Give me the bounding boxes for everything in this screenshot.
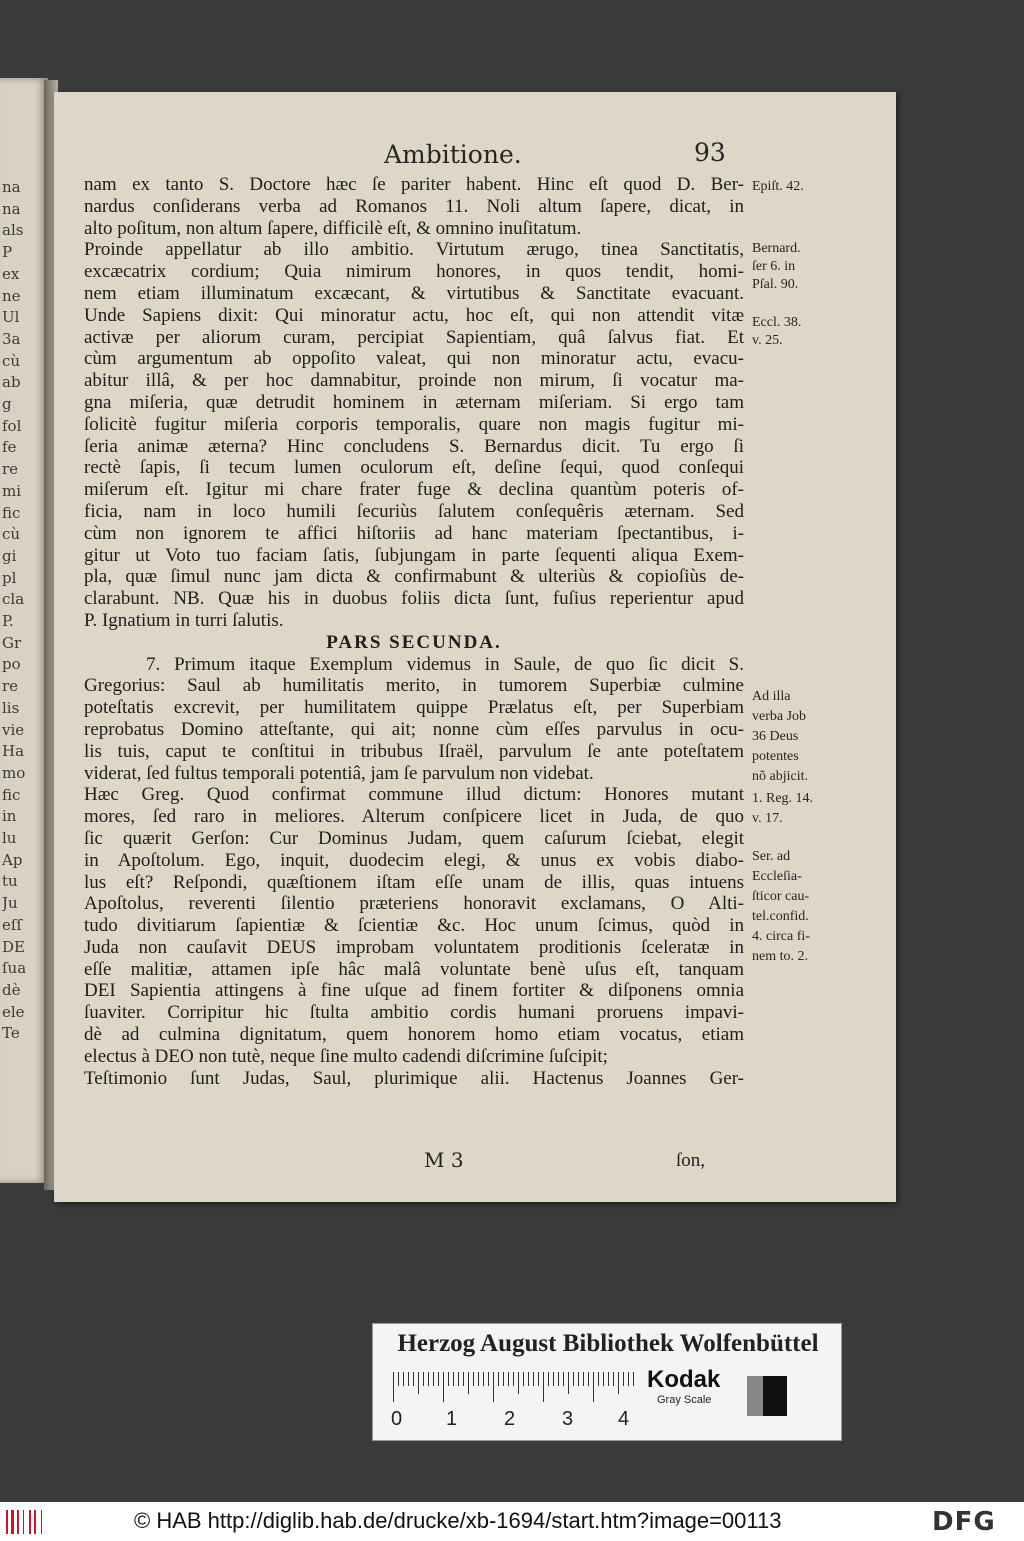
text-line: nem etiam illuminatum excæcant, & virtutibus & Sanctitate evacuant. xyxy=(84,282,744,304)
ruler-tick xyxy=(538,1372,539,1386)
left-page-text-fragment: g xyxy=(2,395,12,413)
ruler-tick xyxy=(568,1372,569,1394)
barcode-bar xyxy=(6,1510,8,1534)
footer-url[interactable]: © HAB http://diglib.hab.de/drucke/xb-1694/start.htm?image=00113 xyxy=(134,1508,782,1533)
left-page-text-fragment: ele xyxy=(2,1002,25,1021)
ruler-tick xyxy=(608,1372,609,1386)
margin-note: Pſal. 90. xyxy=(752,277,799,292)
ruler-tick xyxy=(468,1372,469,1394)
ruler-tick xyxy=(533,1372,534,1386)
left-page-text-fragment: P xyxy=(2,243,13,262)
margin-note: 1. Reg. 14. xyxy=(752,791,814,806)
text-line: poteſtatis excrevit, per humilitatem quippe Prælatus eſt, per Superbiam xyxy=(84,697,744,719)
left-page-text-fragment: fe xyxy=(2,438,17,457)
ruler-tick xyxy=(463,1372,464,1386)
text-line: Hæc Greg. Quod confirmat commune illud dictum: Honores mutant xyxy=(84,784,744,806)
ruler-tick xyxy=(618,1372,619,1394)
catchword: ſon, xyxy=(676,1150,706,1171)
ruler-number: 4 xyxy=(618,1408,630,1430)
ruler-tick xyxy=(393,1372,394,1402)
ruler-tick xyxy=(403,1372,404,1386)
margin-note: verba Job xyxy=(752,709,807,724)
margin-note: v. 17. xyxy=(752,811,783,826)
ruler-tick xyxy=(478,1372,479,1386)
barcode-bar xyxy=(17,1510,19,1534)
ruler-tick xyxy=(573,1372,574,1386)
signature-mark: M 3 xyxy=(424,1148,464,1172)
text-line: ſeria animæ æterna? Hinc concludens S. Bernardus dicit. Tu ergo ſi xyxy=(84,435,744,457)
left-page-text-fragment: ſua xyxy=(2,959,27,978)
left-page-text-fragment: na xyxy=(2,178,21,196)
left-page-text-fragment: lis xyxy=(2,698,20,717)
ruler-tick xyxy=(623,1372,624,1386)
text-line: ſolicitè fugitur miſeria corporis temporalis, quare non magis fugitur mi- xyxy=(84,413,744,435)
barcode-bar xyxy=(41,1510,42,1534)
grayscale-label: Gray Scale xyxy=(657,1394,712,1406)
left-page-fragment xyxy=(0,78,48,1183)
ruler-tick xyxy=(428,1372,429,1386)
ruler-tick xyxy=(453,1372,454,1386)
margin-note: 4. circa fi- xyxy=(752,929,810,944)
barcode-bar xyxy=(34,1510,36,1534)
left-page-text-fragment: ne xyxy=(2,286,21,305)
ruler-tick xyxy=(503,1372,504,1386)
ruler-tick xyxy=(628,1372,629,1386)
text-line: dè ad culmina dignitatum, quem honorem homo etiam vocatus, etiam xyxy=(84,1024,744,1046)
dfg-logo: DFG xyxy=(932,1507,996,1537)
text-line: tudo divitiarum ſapientiæ & ſcientiæ &c. Hoc unum ſcimus, quòd in xyxy=(84,915,744,937)
text-line: abitur illâ, & per hoc damnabitur, proinde non mirum, ſi vocatur ma- xyxy=(84,370,744,392)
left-page-text-fragment: in xyxy=(2,807,17,826)
left-page-text-fragment: mi xyxy=(2,481,22,500)
text-line: clarabunt. NB. Quæ his in duobus foliis dicta ſunt, fuſius reperientur apud xyxy=(84,588,744,610)
left-page-text-fragment: als xyxy=(2,221,24,240)
ruler-tick xyxy=(518,1372,519,1394)
ruler-tick xyxy=(603,1372,604,1386)
left-page-text-fragment: 3a xyxy=(2,329,21,348)
left-page-text-fragment: Gr xyxy=(2,633,22,652)
ruler-tick xyxy=(523,1372,524,1386)
ruler-tick xyxy=(438,1372,439,1386)
margin-note: Bernard. xyxy=(752,241,801,256)
book-page xyxy=(54,92,896,1202)
left-page-text-fragment: Ap xyxy=(2,850,23,869)
ruler-tick xyxy=(543,1372,544,1402)
page-number: 93 xyxy=(694,138,726,167)
ruler-number: 2 xyxy=(504,1408,516,1430)
text-line: cùm non ignorem te affici hiſtoriis ad hanc materiam ſpectantibus, i- xyxy=(84,522,744,544)
left-page-text-fragment: dè xyxy=(2,980,21,999)
left-page-text-fragment: Ul xyxy=(2,308,20,327)
margin-note: nõ abjicit. xyxy=(752,769,808,784)
left-page-text-fragment: Te xyxy=(2,1024,20,1043)
text-line: nardus conſiderans verba ad Romanos 11. Noli altum ſapere, dicat, in xyxy=(84,195,744,217)
margin-note: Ad illa xyxy=(752,689,791,704)
ruler-tick xyxy=(433,1372,434,1386)
ruler-tick xyxy=(398,1372,399,1386)
barcode-bar xyxy=(23,1510,24,1534)
text-line: Teſtimonio ſunt Judas, Saul, plurimique alii. Hactenus Joannes Ger- xyxy=(84,1067,744,1089)
left-page-text-fragment: vie xyxy=(2,720,25,739)
left-page-text-fragment: tu xyxy=(2,872,18,891)
footer-bar xyxy=(0,1502,1024,1541)
barcode-icon xyxy=(6,1510,48,1534)
kodak-logo: Kodak xyxy=(647,1366,721,1393)
ruler-tick xyxy=(633,1372,634,1386)
ruler-tick xyxy=(443,1372,444,1402)
text-line: reprobatus Domino atteſtante, qui ait; nonne cùm eſſes parvulus in ocu- xyxy=(84,718,744,740)
ruler-tick xyxy=(583,1372,584,1386)
margin-note: tel.confid. xyxy=(752,909,809,924)
left-page-text-fragment: lu xyxy=(2,829,17,847)
margin-note: ſer 6. in xyxy=(752,259,796,274)
ruler-tick xyxy=(558,1372,559,1386)
text-line: electus à DEO non tutè, neque ſine multo cadendi diſcrimine ſuſcipit; xyxy=(84,1045,608,1067)
ruler-tick xyxy=(563,1372,564,1386)
left-page-text-fragment: re xyxy=(2,460,19,479)
black-swatch xyxy=(763,1376,787,1416)
body-text xyxy=(84,174,744,1089)
text-line: gitur ut Voto tuo faciam ſatis, ſubjungam in parte ſequenti aliqua Exem- xyxy=(84,544,744,566)
text-line: mores, ſed raro in meliores. Alterum conſpicere licet in Juda, de quo xyxy=(84,806,744,828)
ruler-number: 0 xyxy=(391,1408,403,1430)
ruler-tick xyxy=(473,1372,474,1386)
text-line: Apoſtolus, reverenti ſilentio præteriens honoravit exclamans, O Alti- xyxy=(84,893,744,915)
text-line: viderat, ſed fultus temporali potentiâ, jam ſe parvulum non videbat. xyxy=(84,762,594,784)
ruler-tick xyxy=(493,1372,494,1402)
left-page-text-fragment: ab xyxy=(2,373,21,392)
text-line: Juda non cauſavit DEUS improbam voluntatem proditionis ſceleratæ in xyxy=(84,936,744,958)
left-page-text-fragment: Ha xyxy=(2,742,25,761)
left-page-text-fragment: fic xyxy=(2,503,21,522)
left-page-text-fragment: re xyxy=(2,677,19,696)
text-line: P. Ignatium in turri ſalutis. xyxy=(84,609,284,631)
ruler-tick xyxy=(483,1372,484,1386)
text-line: Unde Sapiens dixit: Qui minoratur actu, hoc eſt, qui non attendit vitæ xyxy=(84,304,744,326)
margin-note: Eccl. 38. xyxy=(752,315,802,330)
text-line: 7. Primum itaque Exemplum videmus in Saule, de quo ſic dicit S. xyxy=(146,653,744,675)
ruler-tick xyxy=(448,1372,449,1386)
text-line: lis tuis, caput te conſtitui in tribubus Iſraël, parvulum ſe ante poteſtatem xyxy=(84,740,744,762)
text-line: in Apoſtolum. Ego, inquit, duodecim elegi, & unus ex vobis diabo- xyxy=(84,849,744,871)
text-line: Proinde appellatur ab illo ambitio. Virtutum ærugo, tinea Sanctitatis, xyxy=(84,239,744,261)
ruler-tick xyxy=(418,1372,419,1394)
ruler-tick xyxy=(498,1372,499,1386)
text-line: ficia, nam in loco humili ſecuriùs ſalutem conſequêris æternam. Sed xyxy=(84,500,744,522)
ruler-tick xyxy=(408,1372,409,1386)
text-line: gna miſeria, quæ detrudit hominem in æternam miſeriam. Si ergo tam xyxy=(84,391,744,413)
left-page-text-fragment: mo xyxy=(2,763,26,782)
left-page-text-fragment: ex xyxy=(2,264,20,283)
ruler-tick xyxy=(528,1372,529,1386)
left-page-text-fragment: P. xyxy=(2,612,14,630)
color-target xyxy=(372,1323,842,1441)
left-page-text-fragment: na xyxy=(2,199,21,218)
margin-note: Epiſt. 42. xyxy=(752,179,804,194)
text-line: Gregorius: Saul ab humilitatis merito, in tumorem Superbiæ culmine xyxy=(84,675,744,697)
left-page-text-fragment: po xyxy=(2,655,21,674)
ruler-tick xyxy=(593,1372,594,1402)
ruler-tick xyxy=(508,1372,509,1386)
text-line: DEI Sapientia attingens à fine uſque ad finem fortiter & diſponens omnia xyxy=(84,980,744,1002)
ruler-tick xyxy=(613,1372,614,1386)
ruler-number: 1 xyxy=(446,1408,458,1430)
text-line: miſerum eſt. Igitur mi chare frater fuge & declina quantùm poteris of- xyxy=(84,479,744,501)
margin-note: v. 25. xyxy=(752,333,783,348)
ruler-tick xyxy=(588,1372,589,1386)
text-line: alto poſitum, non altum ſapere, difficilè eſt, & omnino inuſitatum. xyxy=(84,217,582,239)
text-line: rectè ſapis, ſi tecum lumen oculorum eſt, deſine ſequi, quod conſequi xyxy=(84,457,744,479)
left-page-text-fragment: Ju xyxy=(2,894,18,913)
text-line: activæ per aliorum curam, percipiat Sapientiam, quâ ſalvus fiat. Et xyxy=(84,326,744,348)
running-head: Ambitione. xyxy=(384,140,522,169)
barcode-bar xyxy=(29,1510,31,1534)
ruler-tick xyxy=(553,1372,554,1386)
left-page-text-fragment: cù xyxy=(2,525,21,544)
ruler-number: 3 xyxy=(562,1408,574,1430)
ruler-tick xyxy=(458,1372,459,1386)
ruler-tick xyxy=(598,1372,599,1386)
text-line: pla, quæ ſimul nunc jam dicta & confirmabunt & ulteriùs & copioſiùs de- xyxy=(84,566,744,588)
margin-note: ſticor cau- xyxy=(752,889,810,904)
margin-note: Ser. ad xyxy=(752,849,791,864)
margin-note: potentes xyxy=(752,749,799,764)
margin-note: nem to. 2. xyxy=(752,949,808,964)
left-page-text-fragment: gi xyxy=(2,546,17,565)
ruler-tick xyxy=(423,1372,424,1386)
left-page-text-fragment: DE xyxy=(2,937,25,956)
ruler-tick xyxy=(578,1372,579,1386)
left-page-text-fragment: eſſ xyxy=(2,915,22,934)
ruler-tick xyxy=(413,1372,414,1386)
text-line: nam ex tanto S. Doctore hæc ſe pariter habent. Hinc eſt quod D. Ber- xyxy=(84,174,744,195)
left-page-text-fragment: pl xyxy=(2,568,17,587)
text-line: lus eſt? Reſpondi, quæſtionem iſtam eſſe unam de illis, quas intuens xyxy=(84,871,744,893)
left-page-text-fragment: cù xyxy=(2,351,21,370)
text-line: ſic quærit Gerſon: Cur Dominus Judam, quem caſurum ſciebat, elegit xyxy=(84,827,744,849)
ruler-tick xyxy=(513,1372,514,1386)
left-page-text-fragment: cla xyxy=(2,590,25,609)
left-page-text-fragment: fol xyxy=(2,416,22,435)
left-page-text-fragment: fic xyxy=(2,785,21,804)
text-line: excæcatrix cordium; Quia nimirum honores, in quos tendit, homi- xyxy=(84,261,744,283)
ruler-scale xyxy=(393,1372,633,1408)
library-name: Herzog August Bibliothek Wolfenbüttel xyxy=(397,1330,819,1357)
margin-note: Eccleſia- xyxy=(752,869,802,884)
gray-swatch xyxy=(747,1376,763,1416)
ruler-tick xyxy=(548,1372,549,1386)
section-heading: PARS SECUNDA. xyxy=(326,631,502,653)
text-line: ſuaviter. Corripitur hic ſtulta ambitio cordis humani proruens impavi- xyxy=(84,1002,744,1024)
text-line: eſſe malitiæ, attamen ipſe hâc malâ voluntate benè uſus eſt, tanquam xyxy=(84,958,744,980)
text-line: cùm argumentum ab oppoſito valeat, qui non minoratur actu, evacu- xyxy=(84,348,744,370)
ruler-tick xyxy=(488,1372,489,1386)
barcode-bar xyxy=(11,1510,14,1534)
margin-note: 36 Deus xyxy=(752,729,799,744)
